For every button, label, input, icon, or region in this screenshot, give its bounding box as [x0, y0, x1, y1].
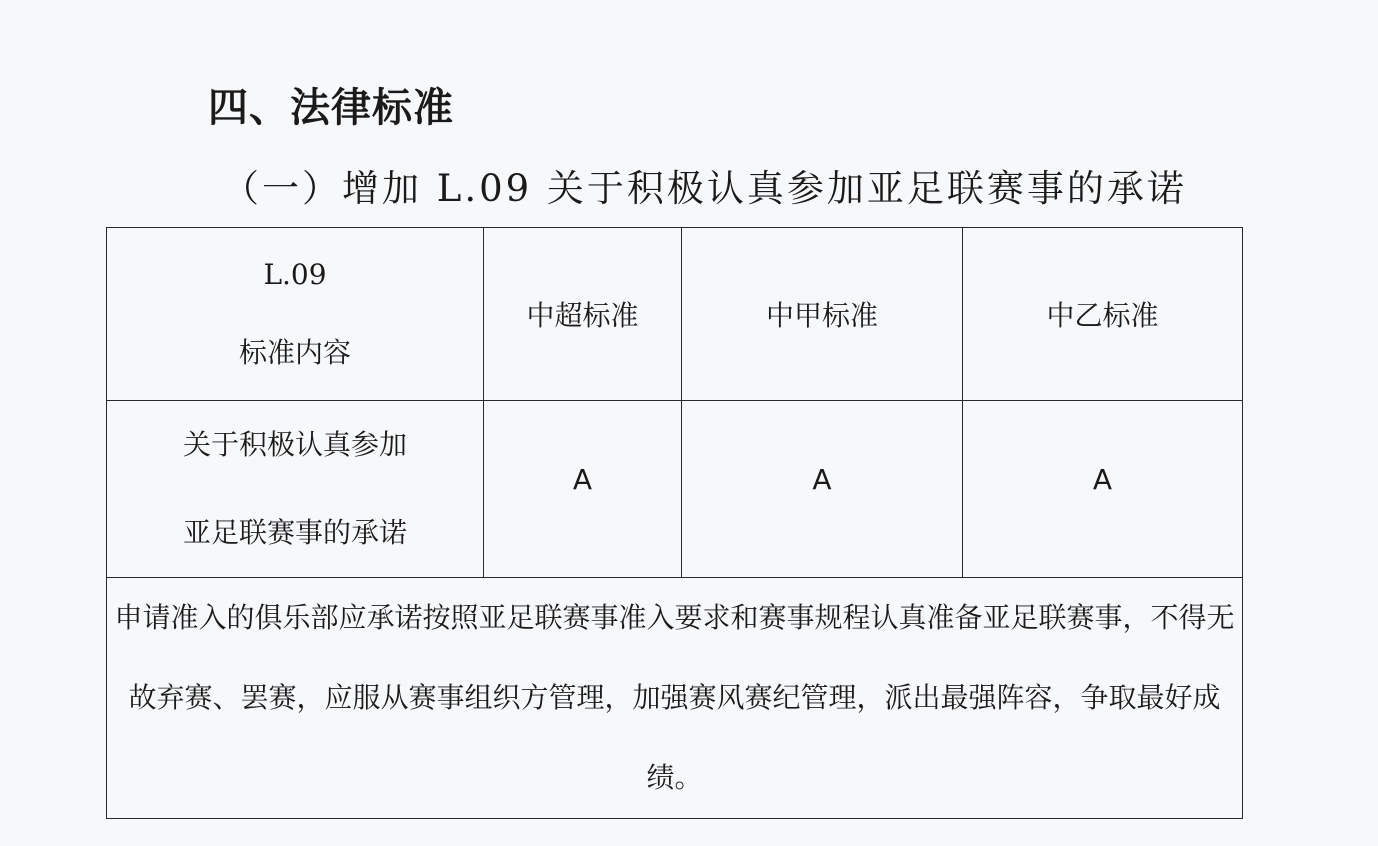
header-csl-cell: 中超标准 — [484, 228, 682, 401]
header-cl1-cell: 中甲标准 — [682, 228, 963, 401]
header-code-cell — [107, 228, 484, 401]
subsection-title: （一）增加 L.09 关于积极认真参加亚足联赛事的承诺 — [222, 167, 1187, 210]
item-name-line-2: 亚足联赛事的承诺 — [182, 516, 407, 549]
table-header-row — [107, 228, 1243, 401]
standard-code: L.09 — [263, 257, 327, 291]
description-row — [107, 578, 1243, 819]
grade-cl2-cell — [963, 401, 1243, 578]
header-cl2-cell: 中乙标准 — [963, 228, 1243, 401]
item-name-cell — [107, 401, 484, 578]
grade-cl2: A — [1092, 462, 1113, 496]
table-row — [107, 401, 1243, 578]
grade-csl: A — [572, 462, 593, 496]
description-cell: 申请准入的俱乐部应承诺按照亚足联赛事准入要求和赛事规程认真准备亚足联赛事，不得无故弃赛、罢赛，应服从赛事组织方管理，加强赛风赛纪管理，派出最强阵容，争取最好成绩。 — [107, 578, 1243, 819]
grade-cl1-cell — [682, 401, 963, 578]
item-name-line-1: 关于积极认真参加 — [182, 428, 407, 461]
section-title: 四、法律标准 — [208, 85, 454, 131]
standard-content-label: 标准内容 — [238, 335, 351, 369]
grade-csl-cell — [484, 401, 682, 578]
standards-table — [106, 227, 1243, 819]
grade-cl1: A — [812, 462, 832, 496]
